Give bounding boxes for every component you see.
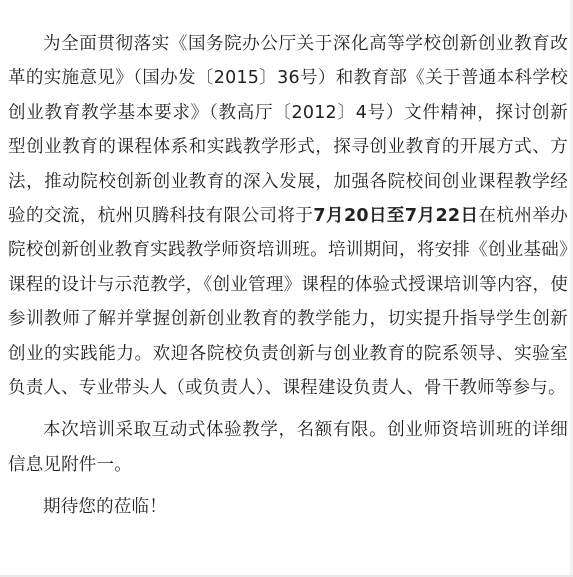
document-body xyxy=(8,27,568,525)
training-date-range: 7月20日至7月22日 xyxy=(313,206,479,227)
intro-text-before-date: 为全面贯彻落实《国务院办公厅关于深化高等学校创新创业教育改革的实施意见》（国办发〔2015〕36号）和教育部《关于普通本科学校创业教育教学基本要求》（教高厅〔2012〕4号）文件精神，探讨创新型创业教育的课程体系和实践教学形式，探寻创业教育的开展方式、方法，推动院校创新创业教育的深入发展，加强各院校间创业课程教学经验的交流，杭州贝腾科技有限公司将于 xyxy=(8,34,568,227)
intro-paragraph xyxy=(8,27,568,405)
training-info-paragraph: 本次培训采取互动式体验教学，名额有限。创业师资培训班的详细信息见附件一。 xyxy=(8,420,568,475)
closing-paragraph: 期待您的莅临！ xyxy=(43,497,167,518)
intro-text-after-date: 在杭州举办院校创新创业教育实践教学师资培训班。培训期间，将安排《创业基础》课程的设计与示范教学，《创业管理》课程的体验式授课培训等内容，使参训教师了解并掌握创新创业教育的教学能力，切实提升指导学生创新创业的实践能力。欢迎各院校负责创新与创业教育的院系领导、实验室负责人、专业带头人（或负责人）、课程建设负责人、骨干教师等参与。 xyxy=(8,206,568,399)
